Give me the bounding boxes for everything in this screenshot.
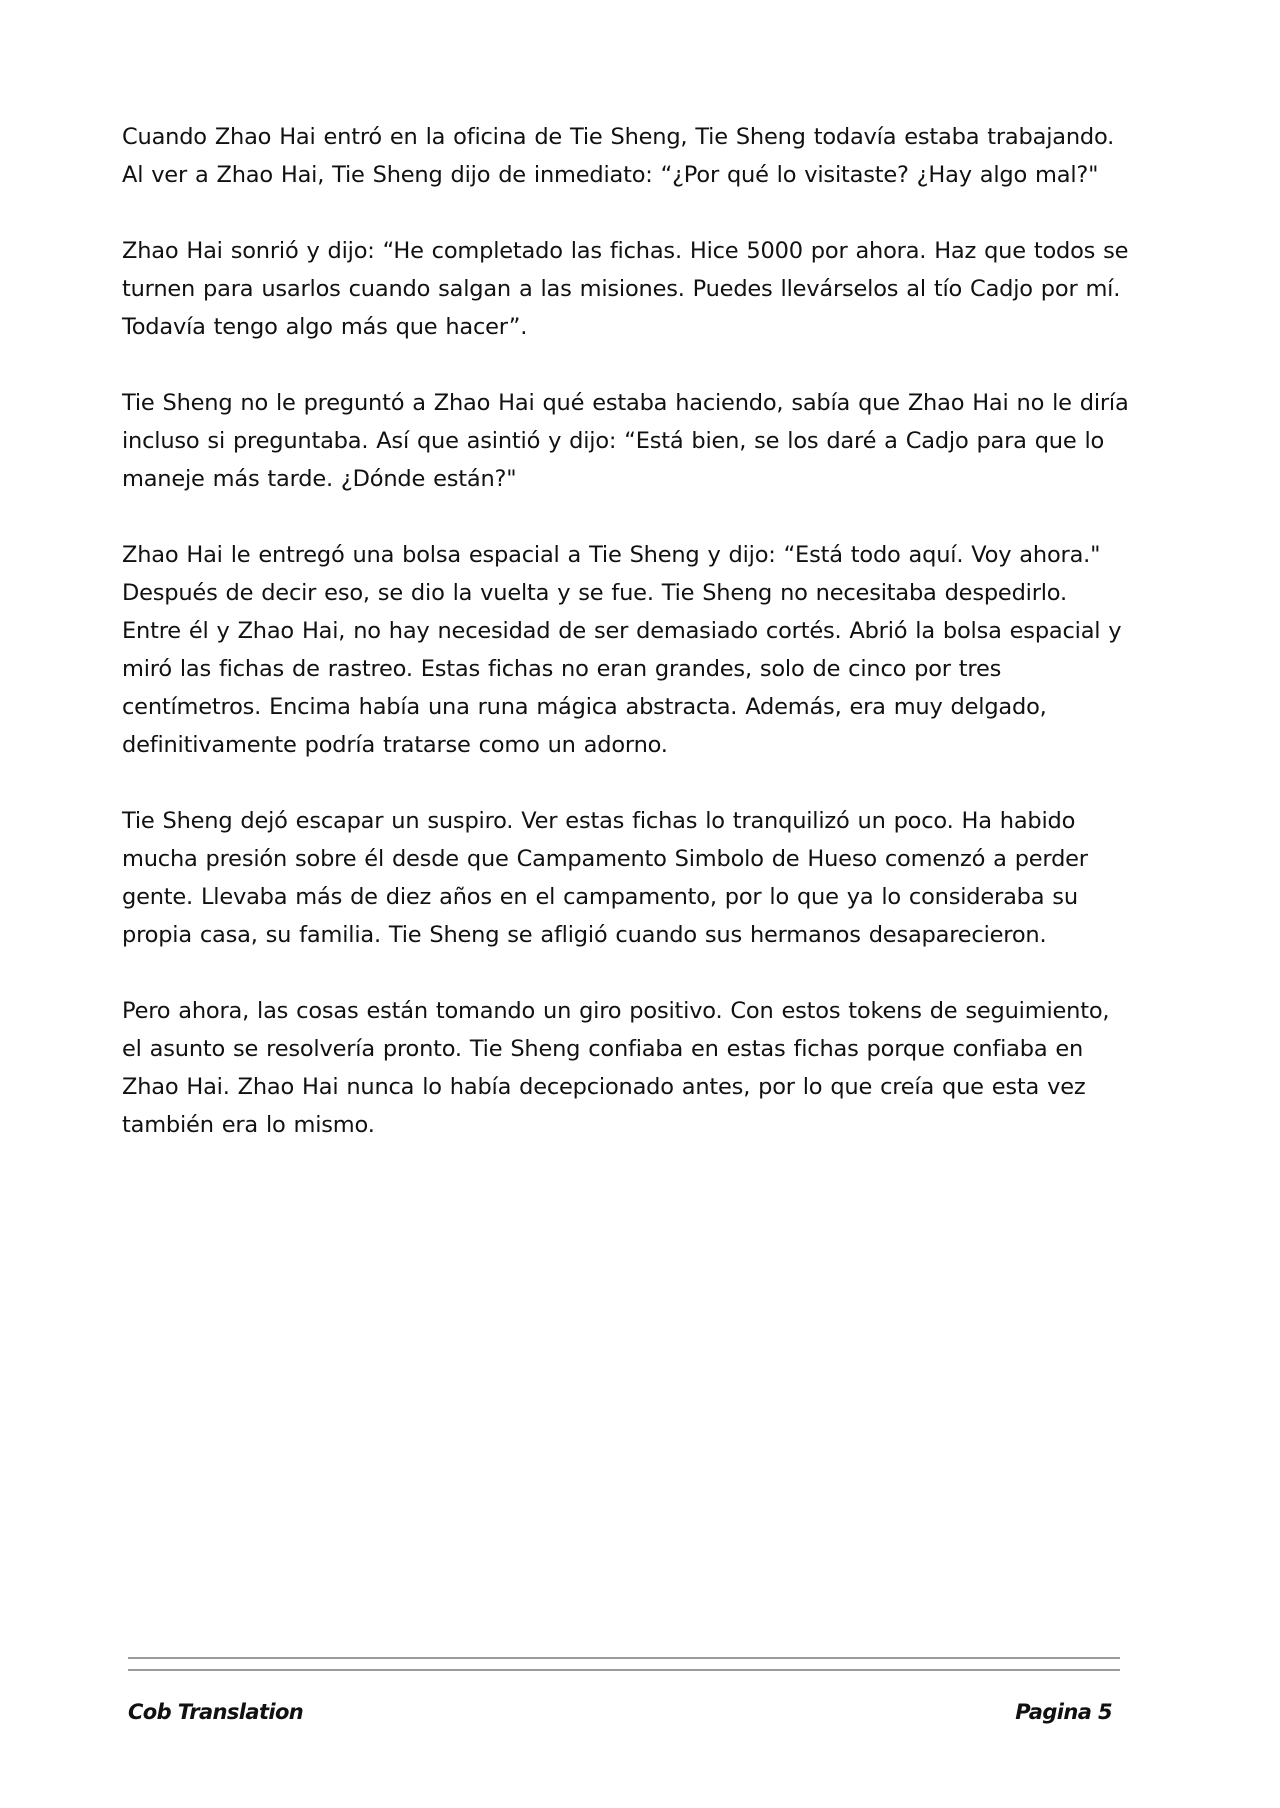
paragraph-2: Zhao Hai sonrió y dijo: “He completado las fichas. Hice 5000 por ahora. Haz que todos se turnen para usarlos cuando salgan a las misiones. Puedes llevárselos al tío Cadjo por mí. Todavía tengo algo más que hacer”.	[122, 238, 1129, 340]
document-body	[122, 118, 1132, 1182]
paragraph-1: Cuando Zhao Hai entró en la oficina de Tie Sheng, Tie Sheng todavía estaba trabajando. Al ver a Zhao Hai, Tie Sheng dijo de inmediato: “¿Por qué lo visitaste? ¿Hay algo mal?"	[122, 124, 1115, 188]
footer-divider-top	[128, 1657, 1120, 1659]
footer-page-number: Pagina 5	[1015, 1700, 1112, 1724]
paragraph-3: Tie Sheng no le preguntó a Zhao Hai qué estaba haciendo, sabía que Zhao Hai no le diría incluso si preguntaba. Así que asintió y dijo: “Está bien, se los daré a Cadjo para que lo maneje más tarde. ¿Dónde están?"	[122, 390, 1129, 492]
paragraph-6: Pero ahora, las cosas están tomando un giro positivo. Con estos tokens de seguimiento, el asunto se resolvería pronto. Tie Sheng confiaba en estas fichas porque confiaba en Zhao Hai. Zhao Hai nunca lo había decepcionado antes, por lo que creía que esta vez también era lo mismo.	[122, 998, 1110, 1138]
paragraph-4: Zhao Hai le entregó una bolsa espacial a Tie Sheng y dijo: “Está todo aquí. Voy ahora." Después de decir eso, se dio la vuelta y se fue. Tie Sheng no necesitaba despedirlo. Entre él y Zhao Hai, no hay necesidad de ser demasiado cortés. Abrió la bolsa espacial y miró las fichas de rastreo. Estas fichas no eran grandes, solo de cinco por tres centímetros. Encima había una runa mágica abstracta. Además, era muy delgado, definitivamente podría tratarse como un adorno.	[122, 542, 1122, 758]
footer-translator-credit: Cob Translation	[128, 1700, 304, 1724]
paragraph-5: Tie Sheng dejó escapar un suspiro. Ver estas fichas lo tranquilizó un poco. Ha habido mucha presión sobre él desde que Campamento Simbolo de Hueso comenzó a perder gente. Llevaba más de diez años en el campamento, por lo que ya lo consideraba su propia casa, su familia. Tie Sheng se afligió cuando sus hermanos desaparecieron.	[122, 808, 1088, 948]
footer-divider-bottom	[128, 1669, 1120, 1671]
